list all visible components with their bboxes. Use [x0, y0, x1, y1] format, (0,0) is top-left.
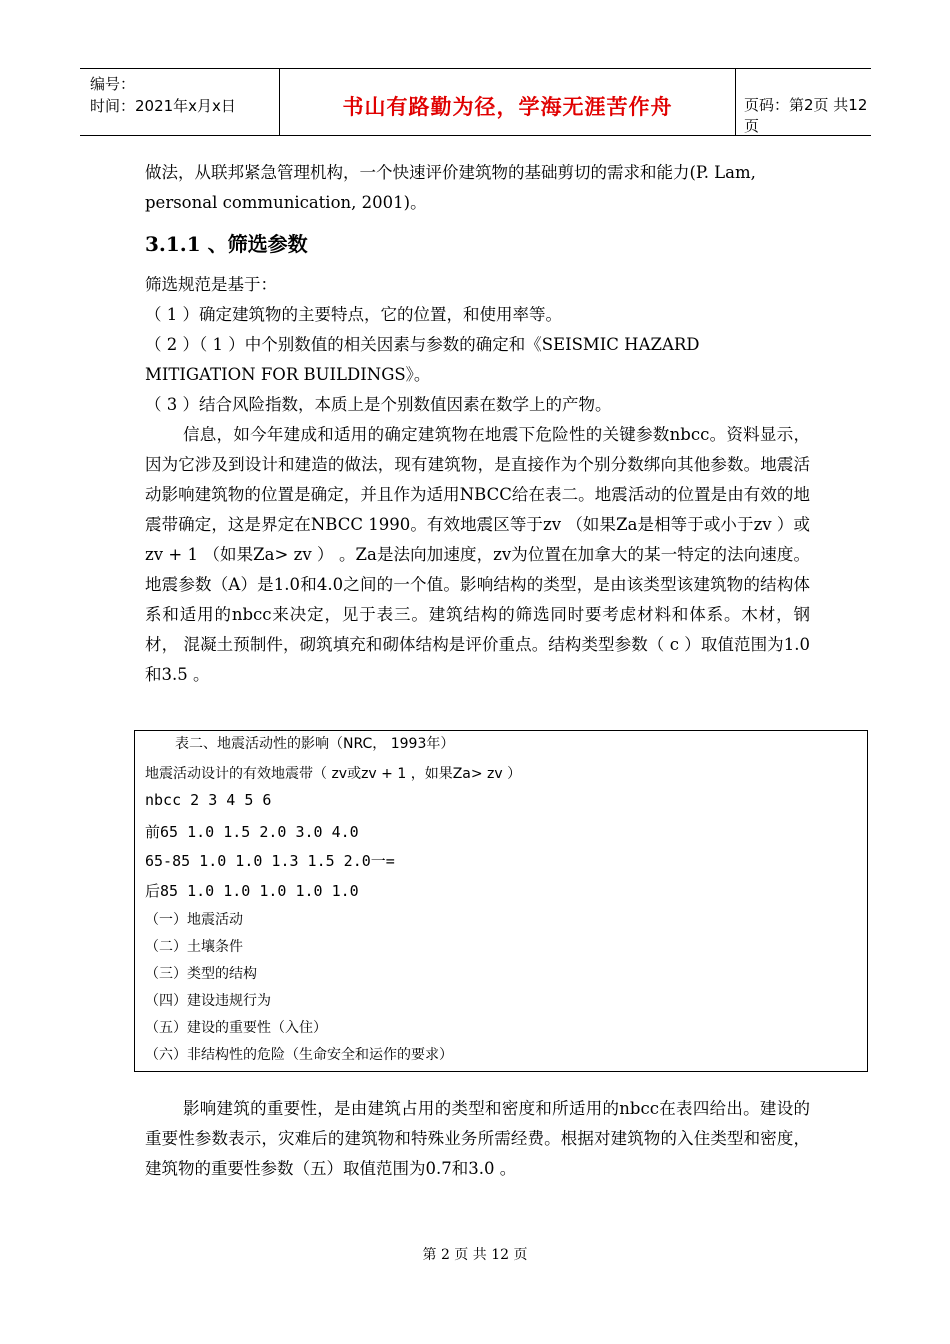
criteria-line: （ 2 ）（ 1 ）中个别数值的相关因素与参数的确定和《SEISMIC HAZARD	[145, 335, 700, 354]
table-row: 前65 1.0 1.5 2.0 3.0 4.0	[145, 823, 359, 841]
table-item: （二）土壤条件	[145, 939, 243, 955]
header-motto-cell	[280, 69, 736, 135]
header-number-label: 编号：	[90, 75, 136, 93]
table-item: （四）建设违规行为	[145, 993, 271, 1009]
table-zone-line: 地震活动设计的有效地震带（ zv或zv + 1 ，如果Za> zv ）	[145, 766, 522, 782]
paragraph-seismic: 信息，如今年建成和适用的确定建筑物在地震下危险性的关键参数nbcc。资料显示，因为它涉及到设计和建造的做法，现有建筑物，是直接作为个别分数绑向其他参数。地震活动影响建筑物的位置是确定，并且作为适用NBCC给在表二。地震活动的位置是由有效的地震带确定，这是界定在NBCC 1990。有效地震区等于zv （如果Za是相等于或小于zv ）或zv + 1 （如果Za> zv ） 。Za是法向加速度，zv为位置在加拿大的某一特定的法向速度。 地震参数（A）是1.0和4.0之间的一个值。影响结构的类型，是由该类型该建筑物的结构体系和适用的nbcc来决定，见于表三。建筑结构的筛选同时要考虑材料和体系。木材，钢材， 混凝土预制件，砌筑填充和砌体结构是评价重点。结构类型参数（ c ）取值范围为1.0和3.5 。	[145, 425, 810, 684]
header-page-label: 页码：第2页 共12页	[744, 96, 868, 135]
paragraph-importance: 影响建筑的重要性，是由建筑占用的类型和密度和所适用的nbcc在表四给出。建设的重要性参数表示，灾难后的建筑物和特殊业务所需经费。根据对建筑物的入住类型和密度，建筑物的重要性参数（五）取值范围为0.7和3.0 。	[145, 1099, 810, 1178]
table-item: （六）非结构性的危险（生命安全和运作的要求）	[145, 1047, 453, 1063]
table-box	[134, 730, 868, 1072]
page-header	[80, 68, 871, 136]
criteria-line: （ 1 ）确定建筑物的主要特点，它的位置，和使用率等。	[145, 305, 562, 324]
table-item: （五）建设的重要性（入住）	[145, 1020, 327, 1036]
table-row: 65-85 1.0 1.0 1.3 1.5 2.0一=	[145, 852, 395, 870]
criteria-line: MITIGATION FOR BUILDINGS》。	[145, 365, 431, 384]
criteria-line: 筛选规范是基于：	[145, 275, 277, 294]
section-heading: 3.1.1 、筛选参数	[145, 232, 308, 256]
header-date-label: 时间：2021年x月x日	[90, 97, 236, 115]
header-motto: 书山有路勤为径，学海无涯苦作舟	[342, 95, 673, 119]
table-row: nbcc 2 3 4 5 6	[145, 791, 272, 809]
table-item: （三）类型的结构	[145, 966, 257, 982]
table-row: 后85 1.0 1.0 1.0 1.0 1.0	[145, 882, 359, 900]
header-page-cell	[736, 69, 871, 135]
paragraph-intro: 做法，从联邦紧急管理机构，一个快速评价建筑物的基础剪切的需求和能力(P. Lam, personal communication, 2001)。	[145, 163, 756, 212]
criteria-line: （ 3 ）结合风险指数，本质上是个别数值因素在数学上的产物。	[145, 395, 612, 414]
criteria-list	[145, 270, 810, 420]
table-item: （一）地震活动	[145, 912, 243, 928]
table-caption: 表二、地震活动性的影响（NRC， 1993年）	[175, 736, 455, 752]
page-footer: 第 2 页 共 12 页	[422, 1247, 528, 1263]
header-info-cell	[80, 69, 280, 135]
